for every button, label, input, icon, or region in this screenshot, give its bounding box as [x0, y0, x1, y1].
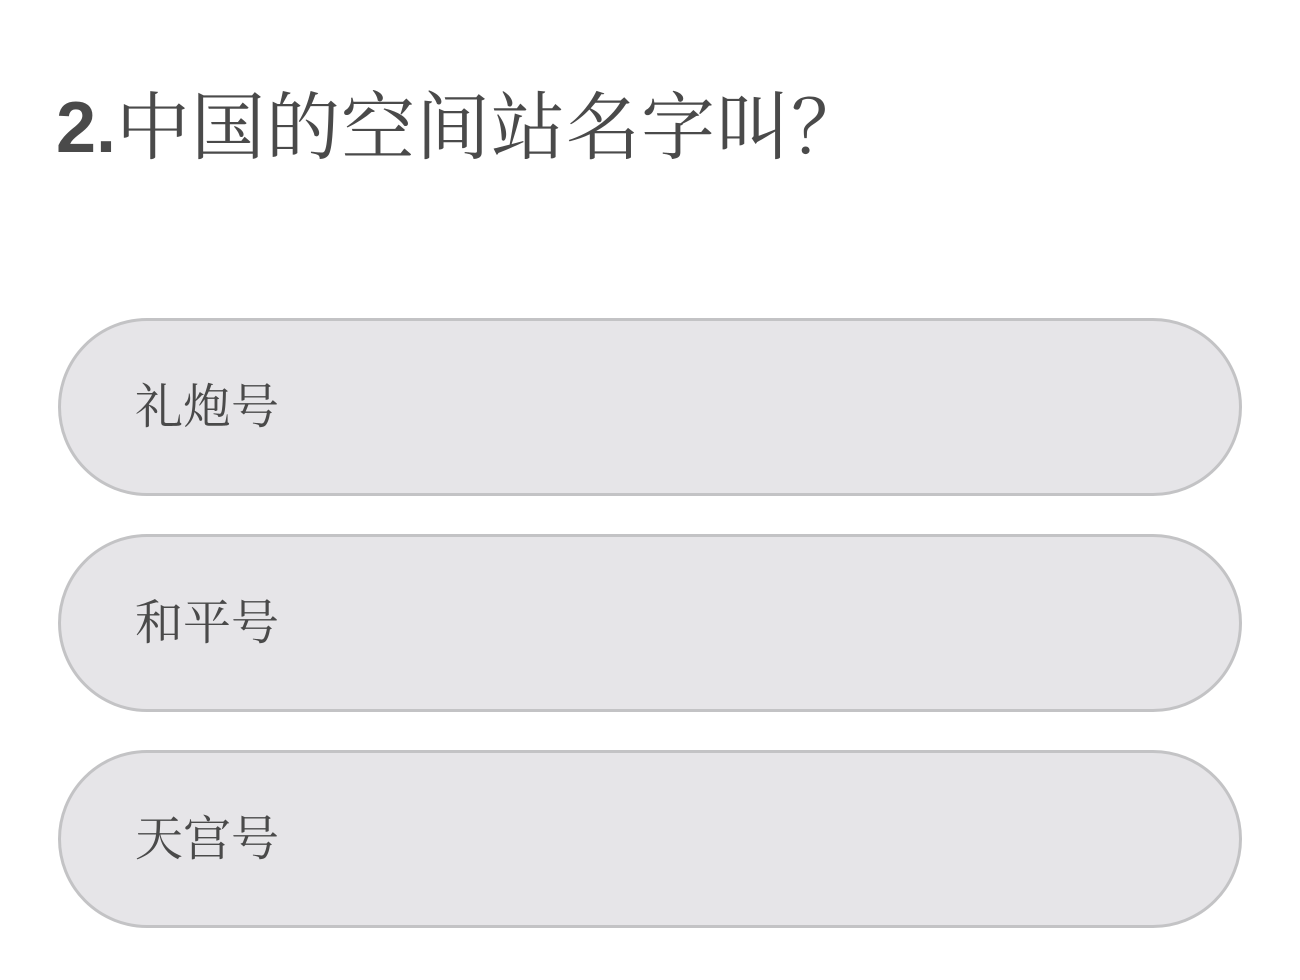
option-button-2[interactable]	[58, 534, 1242, 712]
option-button-3[interactable]	[58, 750, 1242, 928]
question-number: 2.	[56, 88, 117, 168]
option-label: 和平号	[135, 595, 280, 651]
answer-options	[58, 318, 1242, 966]
question-text: 中国的空间站名字叫？	[116, 85, 867, 171]
option-label: 天宫号	[135, 811, 280, 867]
option-button-1[interactable]	[58, 318, 1242, 496]
question-title	[56, 78, 866, 178]
option-label: 礼炮号	[135, 379, 280, 435]
